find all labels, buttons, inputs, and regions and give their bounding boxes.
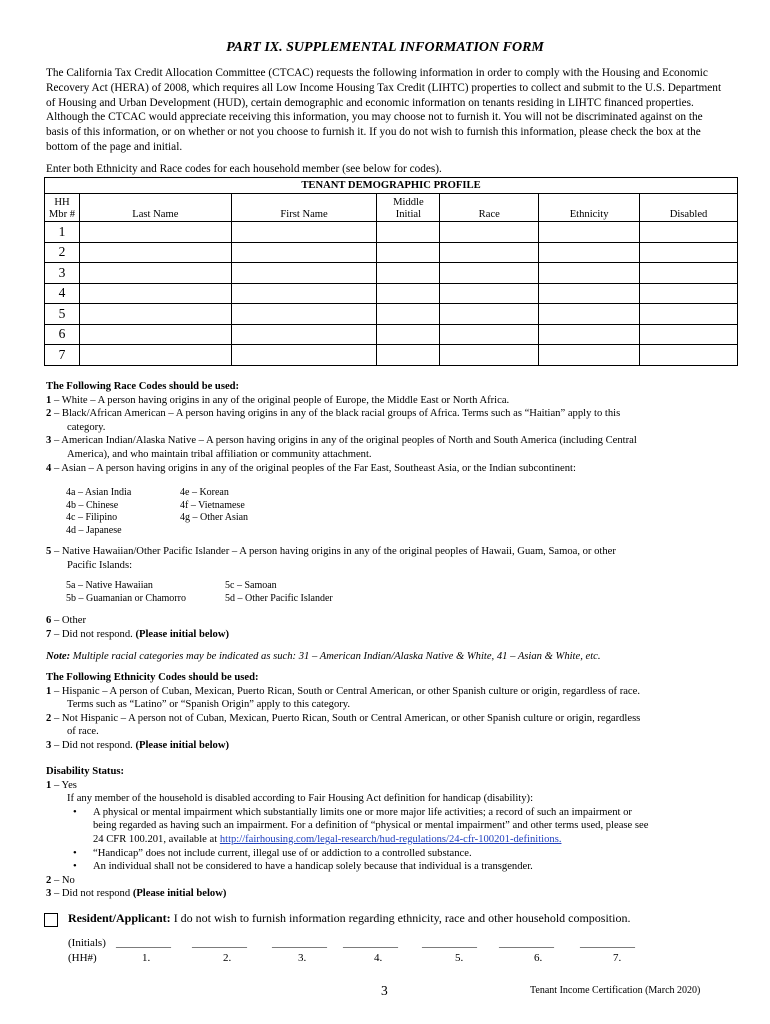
last-name-cell[interactable] — [79, 283, 231, 304]
hh-number: 6. — [534, 952, 543, 964]
col-mi-line2: Initial — [395, 209, 422, 220]
middle-initial-cell[interactable] — [377, 263, 440, 284]
pacific-subcode: 5a – Native Hawaiian — [66, 580, 153, 591]
middle-initial-cell[interactable] — [377, 222, 440, 243]
ethnicity-code-number: 1 — [46, 685, 52, 697]
last-name-cell[interactable] — [79, 304, 231, 325]
initials-row — [68, 937, 688, 951]
bullet-text-cont2 — [93, 833, 736, 847]
table-heading: TENANT DEMOGRAPHIC PROFILE — [45, 178, 738, 194]
race-code-5-block — [46, 545, 736, 572]
race-code-text: – Native Hawaiian/Other Pacific Islander – A person having origins in any of the original peoples of Hawaii, Guam, Samoa, or other — [51, 546, 616, 557]
race-cell[interactable] — [440, 283, 539, 304]
initial-blank-5[interactable]: __________ — [422, 937, 477, 949]
disability-bullets — [46, 806, 736, 874]
race-code-text: – White – A person having origins in any of the original people of Europe, the Middle East or North Africa. — [51, 394, 510, 406]
disability-bullet — [93, 860, 736, 874]
ethnicity-cell[interactable] — [539, 304, 640, 325]
decline-info-checkbox[interactable] — [44, 913, 58, 927]
ethnicity-codes-section — [46, 671, 736, 753]
race-code-text: – Asian – A person having origins in any of the original peoples of the Far East, Southeast Asia, or the Indian subcontinent: — [51, 462, 576, 474]
race-cell[interactable] — [440, 324, 539, 345]
middle-initial-cell[interactable] — [377, 242, 440, 263]
race-codes-section — [46, 380, 736, 475]
disability-heading: Disability Status: — [46, 766, 124, 777]
disability-code-3 — [46, 887, 736, 901]
ethnicity-code-2 — [46, 712, 736, 726]
initial-blank-3[interactable]: __________ — [272, 937, 327, 949]
disability-code-text: – Did not respond — [51, 888, 133, 900]
table-row — [45, 263, 738, 284]
note-text: Multiple racial categories may be indicated as such: 31 – American Indian/Alaska Native & White, 41 – Asian & White, etc. — [70, 651, 601, 662]
race-code-text: – Black/African American – A person having origins in any of the black racial groups of Africa. Terms such as “Haitian” apply to this — [51, 408, 621, 420]
cfr-reference: 24 CFR 100.201, available at — [93, 833, 220, 845]
disability-code-text: – No — [51, 874, 75, 886]
ethnicity-code-number: 3 — [46, 739, 52, 751]
ethnicity-cell[interactable] — [539, 345, 640, 366]
middle-initial-cell[interactable] — [377, 283, 440, 304]
middle-initial-cell[interactable] — [377, 345, 440, 366]
table-row — [45, 345, 738, 366]
disabled-cell[interactable] — [640, 345, 738, 366]
hh-number: 4. — [374, 952, 383, 964]
hh-number-row — [68, 952, 688, 966]
disability-code-number: 3 — [46, 888, 52, 900]
col-disabled: Disabled — [640, 194, 738, 222]
initials-label: (Initials) — [68, 937, 106, 949]
col-mi-line1: Middle — [393, 197, 424, 208]
first-name-cell[interactable] — [231, 324, 377, 345]
ethnicity-codes-heading: The Following Ethnicity Codes should be used: — [46, 672, 259, 683]
race-code-text: – American Indian/Alaska Native – A person having origins in any of the original peoples of North and South America (including Central — [51, 435, 637, 447]
disability-bullet — [93, 847, 736, 861]
race-code-number: 6 — [46, 615, 52, 626]
disabled-cell[interactable] — [640, 324, 738, 345]
first-name-cell[interactable] — [231, 263, 377, 284]
hh-number: 1. — [142, 952, 151, 964]
disability-code-number: 1 — [46, 779, 52, 791]
pacific-subcode: 5c – Samoan — [225, 580, 277, 591]
race-code-7 — [46, 628, 736, 642]
disability-code-text: – Yes — [51, 779, 77, 791]
race-code-number: 7 — [46, 628, 52, 640]
asian-subcode: 4e – Korean — [180, 487, 229, 498]
race-code-3-cont: America), and who maintain tribal affiliation or community attachment. — [67, 448, 372, 460]
ethnicity-cell[interactable] — [539, 222, 640, 243]
bullet-text: A physical or mental impairment which substantially limits one or more major life activities; a record of such an impairment or — [93, 806, 632, 818]
bullet-text: “Handicap” does not include current, illegal use of or addiction to a controlled substance. — [93, 847, 472, 859]
last-name-cell[interactable] — [79, 222, 231, 243]
hh-mbr-number: 7 — [45, 345, 80, 366]
race-cell[interactable] — [440, 345, 539, 366]
pacific-subcode: 5b – Guamanian or Chamorro — [66, 592, 186, 604]
disability-code-number: 2 — [46, 874, 52, 886]
intro-text: The California Tax Credit Allocation Committee (CTCAC) requests the following information in order to comply with the Housing and Economic Recovery Act (HERA) of 2008, which requires all Low Income Housing Tax Credit (LIHTC) properties to collect and submit to the U.S. Department of Housing and Urban Development (HUD), certain demographic and economic information on tenants residing in LIHTC financed properties. Although the CTCAC would appreciate receiving this information, you may choose not to furnish it. You will not be discriminated against on the basis of this information, or on whether or not you choose to furnish it. If you do not wish to furnish this information, please check the box at the bottom of the page and initial. — [46, 67, 722, 153]
asian-subcodes — [66, 487, 248, 537]
hh-number: 7. — [613, 952, 622, 964]
enter-codes-instruction: Enter both Ethnicity and Race codes for each household member (see below for codes). — [46, 163, 442, 175]
initial-blank-1[interactable]: __________ — [116, 937, 171, 949]
ethnicity-code-text: – Hispanic – A person of Cuban, Mexican, Puerto Rican, South or Central American, or other Spanish culture or origin, regardless of race. — [51, 685, 640, 697]
bullet-text: An individual shall not be considered to have a handicap solely because that individual is a transgender. — [93, 861, 533, 873]
col-hh-line1: HH — [54, 197, 70, 208]
ethnicity-code-text: – Not Hispanic – A person not of Cuban, Mexican, Puerto Rican, South or Central American, or other Spanish culture or origin, regardless — [51, 712, 641, 724]
asian-subcode: 4b – Chinese — [66, 499, 119, 511]
pacific-subcodes — [66, 580, 333, 605]
note-label: Note: — [46, 651, 71, 662]
hh-mbr-number: 3 — [45, 263, 80, 284]
hh-number: 3. — [298, 952, 307, 964]
hh-mbr-number: 6 — [45, 324, 80, 345]
first-name-cell[interactable] — [231, 283, 377, 304]
col-middle-initial — [377, 194, 440, 222]
ethnicity-cell[interactable] — [539, 324, 640, 345]
race-cell[interactable] — [440, 222, 539, 243]
table-row — [45, 283, 738, 304]
race-code-number: 4 — [46, 462, 52, 474]
col-race: Race — [440, 194, 539, 222]
multiple-race-note — [46, 650, 736, 664]
race-code-number: 5 — [46, 546, 52, 557]
ethnicity-cell[interactable] — [539, 242, 640, 263]
bullet-text-cont: being regarded as having such an impairment. For a definition of “physical or mental impairment” and other terms used, please see — [93, 820, 649, 832]
middle-initial-cell[interactable] — [377, 324, 440, 345]
col-hh-line2: Mbr # — [48, 209, 76, 220]
hh-mbr-number: 4 — [45, 283, 80, 304]
hh-number: 2. — [223, 952, 232, 964]
race-code-3 — [46, 434, 736, 448]
race-code-2 — [46, 407, 736, 421]
tenant-demographic-table — [44, 177, 738, 366]
resident-label: Resident/Applicant: — [68, 911, 171, 925]
race-cell[interactable] — [440, 242, 539, 263]
hh-mbr-number: 1 — [45, 222, 80, 243]
disability-section — [46, 765, 736, 901]
disability-bullet — [93, 806, 736, 847]
ethnicity-code-text: – Did not respond. — [51, 739, 136, 751]
race-cell[interactable] — [440, 263, 539, 284]
initial-blank-2[interactable]: __________ — [192, 937, 247, 949]
disabled-cell[interactable] — [640, 283, 738, 304]
please-initial-note: (Please initial below) — [132, 888, 227, 900]
ethnicity-code-2-cont: of race. — [67, 726, 99, 738]
table-header-row — [45, 194, 738, 222]
intro-paragraph — [46, 66, 726, 155]
hh-mbr-number: 5 — [45, 304, 80, 325]
hh-mbr-number: 2 — [45, 242, 80, 263]
asian-subcode: 4d – Japanese — [66, 524, 122, 536]
race-code-number: 3 — [46, 435, 52, 447]
col-first-name: First Name — [231, 194, 377, 222]
first-name-cell[interactable] — [231, 222, 377, 243]
document-footer: Tenant Income Certification (March 2020) — [530, 985, 701, 996]
race-codes-heading: The Following Race Codes should be used: — [46, 381, 240, 392]
asian-subcode: 4c – Filipino — [66, 512, 118, 524]
race-code-2-cont: category. — [67, 421, 106, 433]
race-code-text: – Other — [51, 615, 87, 626]
table-row — [45, 304, 738, 325]
asian-subcode: 4f – Vietnamese — [180, 499, 245, 511]
race-code-5-cont: Pacific Islands: — [67, 559, 133, 571]
disability-definition-intro: If any member of the household is disabled according to Fair Housing Act definition for handicap (disability): — [67, 793, 534, 805]
middle-initial-cell[interactable] — [377, 304, 440, 325]
disability-code-1 — [46, 779, 736, 793]
hud-regulations-link[interactable]: http://fairhousing.com/legal-research/hud-regulations/24-cfr-100201-definitions. — [219, 833, 562, 845]
hh-label: (HH#) — [68, 952, 97, 964]
hh-number: 5. — [455, 952, 464, 964]
ethnicity-cell[interactable] — [539, 263, 640, 284]
first-name-cell[interactable] — [231, 304, 377, 325]
initial-blank-7[interactable]: __________ — [580, 937, 635, 949]
col-ethnicity: Ethnicity — [539, 194, 640, 222]
asian-subcode: 4a – Asian India — [66, 487, 132, 498]
asian-subcode: 4g – Other Asian — [180, 512, 249, 524]
initial-blank-4[interactable]: __________ — [343, 937, 398, 949]
page-number: 3 — [381, 983, 388, 998]
disabled-cell[interactable] — [640, 304, 738, 325]
race-code-text: – Did not respond. — [51, 628, 136, 640]
last-name-cell[interactable] — [79, 263, 231, 284]
race-code-5 — [46, 545, 736, 559]
disabled-cell[interactable] — [640, 222, 738, 243]
table-row — [45, 222, 738, 243]
ethnicity-code-3 — [46, 739, 736, 753]
table-row — [45, 324, 738, 345]
col-last-name: Last Name — [79, 194, 231, 222]
first-name-cell[interactable] — [231, 345, 377, 366]
race-codes-other-block — [46, 614, 736, 641]
form-title: PART IX. SUPPLEMENTAL INFORMATION FORM — [226, 40, 544, 55]
first-name-cell[interactable] — [231, 242, 377, 263]
disability-code-2 — [46, 874, 736, 888]
pacific-subcode: 5d – Other Pacific Islander — [225, 592, 333, 604]
ethnicity-code-1-cont: Terms such as “Latino” or “Spanish Origin” apply to this category. — [67, 699, 351, 711]
initial-blank-6[interactable]: __________ — [499, 937, 554, 949]
resident-statement — [68, 911, 630, 926]
race-code-1 — [46, 394, 736, 408]
col-hh-mbr — [45, 194, 80, 222]
ethnicity-code-1 — [46, 685, 736, 699]
ethnicity-cell[interactable] — [539, 283, 640, 304]
ethnicity-code-number: 2 — [46, 712, 52, 724]
race-code-number: 2 — [46, 408, 52, 420]
last-name-cell[interactable] — [79, 242, 231, 263]
resident-text: I do not wish to furnish information regarding ethnicity, race and other household composition. — [170, 911, 631, 925]
last-name-cell[interactable] — [79, 324, 231, 345]
disabled-cell[interactable] — [640, 242, 738, 263]
race-code-4 — [46, 462, 736, 476]
please-initial-note: (Please initial below) — [135, 739, 230, 751]
race-cell[interactable] — [440, 304, 539, 325]
disabled-cell[interactable] — [640, 263, 738, 284]
please-initial-note: (Please initial below) — [135, 628, 230, 640]
last-name-cell[interactable] — [79, 345, 231, 366]
table-row — [45, 242, 738, 263]
race-code-number: 1 — [46, 394, 52, 406]
race-code-6 — [46, 614, 736, 628]
